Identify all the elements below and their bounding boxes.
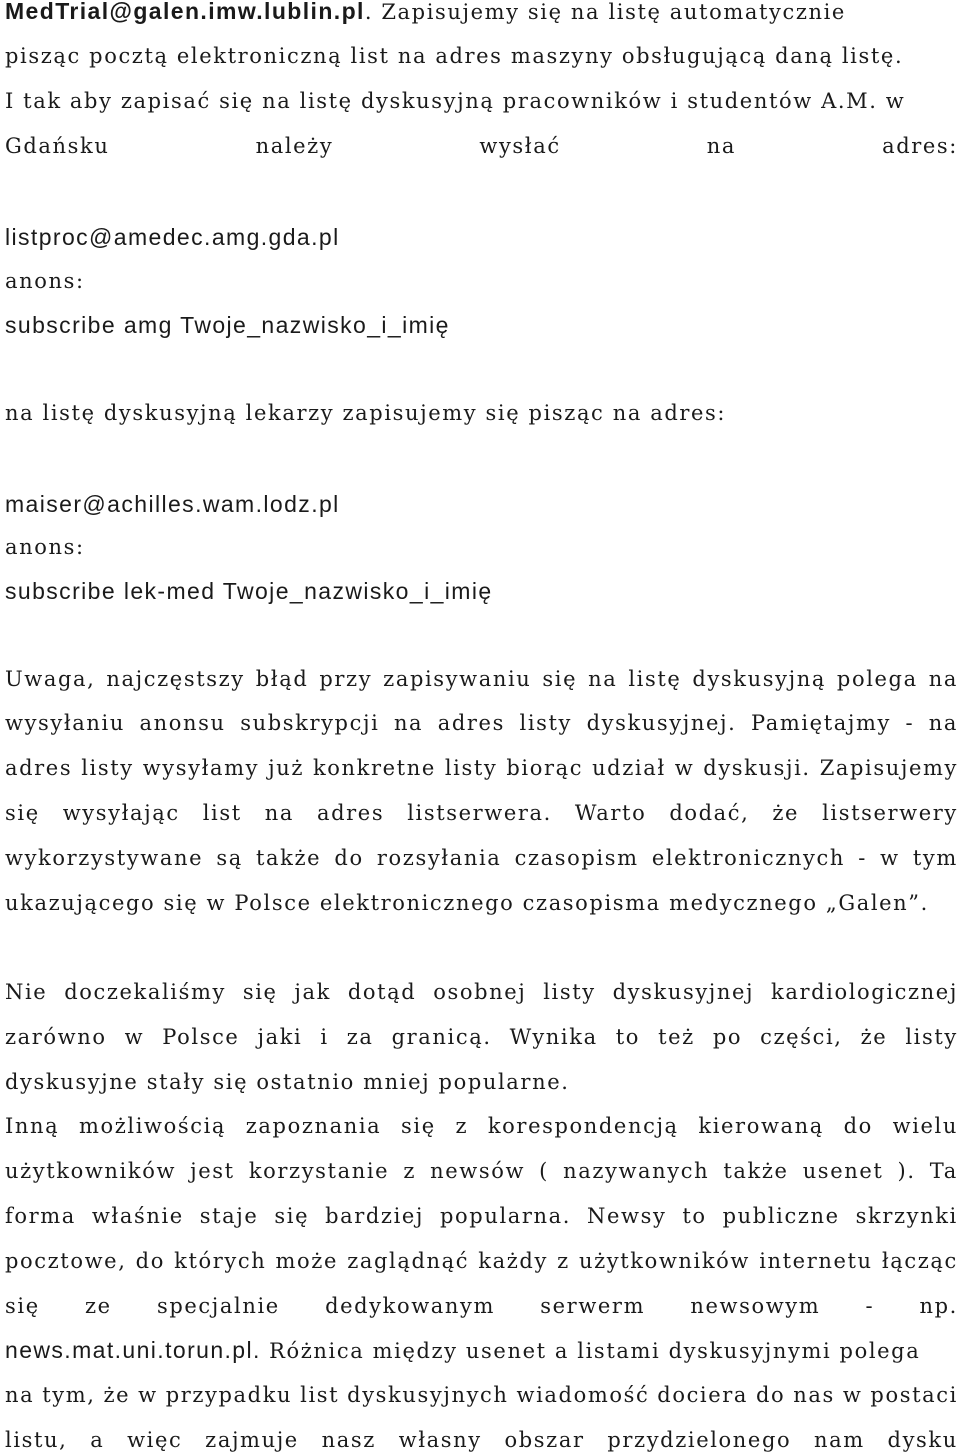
lek-address: maiser@achilles.wam.lodz.pl — [5, 491, 340, 517]
word: jak — [294, 980, 331, 1004]
word: do — [756, 1383, 786, 1407]
word: dysku — [887, 1428, 958, 1452]
word: wielu — [892, 1114, 958, 1138]
cardio-line-2 — [5, 1022, 958, 1052]
word: z — [403, 1159, 416, 1183]
word: wysłać — [479, 134, 561, 158]
word: dotąd — [347, 980, 417, 1004]
word: zapoznania — [245, 1114, 382, 1138]
news-line-2 — [5, 1156, 958, 1186]
word: adres — [437, 711, 505, 735]
word: kardiologicznej — [771, 980, 958, 1004]
word: adres: — [882, 134, 958, 158]
word: Pamiętajmy — [750, 711, 891, 735]
warning-line-3 — [5, 753, 958, 783]
word: Wynika — [509, 1025, 598, 1049]
word: się — [542, 667, 578, 691]
amg-address: listproc@amedec.amg.gda.pl — [5, 224, 340, 250]
word: że — [772, 801, 800, 825]
word: newsów — [430, 1159, 526, 1183]
news-server-address: news.mat.uni.torun.pl. — [5, 1337, 261, 1363]
word: dodać, — [669, 801, 750, 825]
word: w — [842, 1383, 863, 1407]
word: są — [216, 846, 243, 870]
word: na — [928, 711, 958, 735]
word: newsowym — [690, 1294, 821, 1318]
word: w — [674, 756, 695, 780]
word: po — [712, 1025, 743, 1049]
word: każdy — [478, 1249, 548, 1273]
word: części, — [760, 1025, 843, 1049]
word: subskrypcji — [240, 711, 380, 735]
news-line-6-text: Różnica między usenet a listami dyskusyjnymi polega — [269, 1339, 921, 1363]
warning-line-4 — [5, 798, 958, 828]
word: forma — [5, 1204, 76, 1228]
word: jaki — [257, 1025, 303, 1049]
word: postaci — [870, 1383, 958, 1407]
word: się — [401, 1114, 436, 1138]
word: Polsce — [162, 1025, 240, 1049]
word: wysyłając — [62, 801, 180, 825]
word: i — [320, 1025, 329, 1049]
word: na — [393, 711, 424, 735]
word: użytkowników — [5, 1159, 177, 1183]
word: listy — [905, 1025, 958, 1049]
word: na — [5, 1383, 35, 1407]
word: także — [256, 846, 322, 870]
word: nam — [814, 1428, 865, 1452]
news-line-8 — [5, 1425, 958, 1455]
word: list — [300, 1383, 340, 1407]
intro-line-4 — [5, 131, 958, 161]
word: ze — [85, 1294, 112, 1318]
intro-line-2: pisząc pocztą elektroniczną list na adres maszyny obsługującą daną listę. — [5, 44, 904, 68]
word: to — [682, 1204, 707, 1228]
word: Nie — [5, 980, 48, 1004]
word: publiczne — [722, 1204, 840, 1228]
word: Gdańsku — [5, 134, 110, 158]
word: zarówno — [5, 1025, 107, 1049]
word: też — [658, 1025, 695, 1049]
word: błąd — [255, 667, 309, 691]
word: właśnie — [91, 1204, 184, 1228]
word: np. — [919, 1294, 958, 1318]
word: - — [905, 711, 915, 735]
word: że — [103, 1383, 131, 1407]
word: listy — [519, 711, 573, 735]
word: w — [124, 1025, 145, 1049]
word: na — [706, 134, 737, 158]
word: listu, — [5, 1428, 68, 1452]
word: rozsyłania — [376, 846, 502, 870]
word: najczęstszy — [106, 667, 245, 691]
word: łącząc — [881, 1249, 958, 1273]
word: listy — [444, 756, 498, 780]
word: - — [858, 846, 867, 870]
word: Newsy — [587, 1204, 667, 1228]
news-line-4 — [5, 1246, 958, 1276]
warning-line-5 — [5, 843, 958, 873]
word: na — [264, 801, 295, 825]
lek-intro: na listę dyskusyjną lekarzy zapisujemy się pisząc na adres: — [5, 401, 727, 425]
intro-line-3: I tak aby zapisać się na listę dyskusyjną pracowników i studentów A.M. w — [5, 89, 906, 113]
word: ). — [897, 1159, 916, 1183]
word: tym — [912, 846, 958, 870]
word: list — [202, 801, 242, 825]
word: dyskusyjną — [692, 667, 826, 691]
word: dyskusyjnej — [612, 980, 755, 1004]
word: się — [5, 1294, 40, 1318]
word: listserwera. — [407, 801, 552, 825]
warning-line-2 — [5, 708, 958, 738]
word: listserwery — [822, 801, 958, 825]
word: na — [588, 667, 618, 691]
word: w — [138, 1383, 158, 1407]
word: internetu — [759, 1249, 873, 1273]
amg-anons-label: anons: — [5, 269, 85, 293]
word: listę — [628, 667, 682, 691]
word: a — [90, 1428, 105, 1452]
word: także — [723, 1159, 789, 1183]
news-line-1 — [5, 1111, 958, 1141]
word: że — [860, 1025, 888, 1049]
word: dociera — [657, 1383, 749, 1407]
word: w — [880, 846, 900, 870]
word: biorąc — [506, 756, 584, 780]
news-line-3 — [5, 1201, 958, 1231]
word: elektronicznych — [651, 846, 845, 870]
word: kierowaną — [698, 1114, 824, 1138]
word: z — [557, 1249, 570, 1273]
intro-line-1 — [5, 0, 958, 27]
word: za — [346, 1025, 374, 1049]
word: Uwaga, — [5, 667, 96, 691]
word: dyskusyjnych — [347, 1383, 509, 1407]
word: wysyłamy — [142, 756, 260, 780]
word: nas — [793, 1383, 835, 1407]
word: przypadku — [165, 1383, 293, 1407]
warning-line-6: ukazującego się w Polsce elektronicznego czasopisma medycznego „Galen”. — [5, 891, 929, 915]
intro-line-1-text: . Zapisujemy się na listę automatycznie — [364, 0, 846, 24]
word: anonsu — [139, 711, 226, 735]
word: do — [843, 1114, 873, 1138]
word: popularna. — [440, 1204, 572, 1228]
word: jest — [190, 1159, 235, 1183]
word: specjalnie — [156, 1294, 280, 1318]
word: tym, — [42, 1383, 96, 1407]
news-line-6-sep — [261, 1339, 269, 1363]
word: się — [242, 980, 278, 1004]
word: doczekaliśmy — [64, 980, 226, 1004]
word: Zapisujemy — [819, 756, 958, 780]
word: dyskusji. — [703, 756, 811, 780]
word: skrzynki — [855, 1204, 958, 1228]
word: więc — [127, 1428, 183, 1452]
word: Warto — [574, 801, 647, 825]
word: zaglądnąć — [347, 1249, 470, 1273]
news-line-5 — [5, 1291, 958, 1321]
word: korespondencją — [487, 1114, 679, 1138]
cardio-line-3: dyskusyjne stały się ostatnio mniej popularne. — [5, 1070, 570, 1094]
word: granicą. — [391, 1025, 492, 1049]
word: korzystanie — [248, 1159, 390, 1183]
word: konkretne — [312, 756, 436, 780]
word: staje — [199, 1204, 259, 1228]
word: zapisywaniu — [383, 667, 532, 691]
word: udział — [592, 756, 666, 780]
news-line-6 — [5, 1335, 958, 1366]
word: bardziej — [325, 1204, 425, 1228]
cardio-line-1 — [5, 977, 958, 1007]
word: użytkowników — [578, 1249, 750, 1273]
word: adres — [317, 801, 385, 825]
word: zajmuje — [205, 1428, 299, 1452]
word: wiadomość — [516, 1383, 650, 1407]
word: już — [268, 756, 304, 780]
word: przydzielonego — [607, 1428, 792, 1452]
word: należy — [255, 134, 334, 158]
lek-subscribe-command: subscribe lek-med Twoje_nazwisko_i_imię — [5, 578, 493, 604]
word: przy — [319, 667, 373, 691]
word: dyskusyjnej. — [586, 711, 737, 735]
warning-line-1 — [5, 664, 958, 694]
word: możliwością — [78, 1114, 227, 1138]
word: listy — [81, 756, 134, 780]
word: obszar — [504, 1428, 585, 1452]
word: polega — [836, 667, 918, 691]
word: nasz — [321, 1428, 376, 1452]
lek-anons-label: anons: — [5, 535, 85, 559]
word: osobnej — [433, 980, 527, 1004]
word: dedykowanym — [325, 1294, 496, 1318]
word: Ta — [929, 1159, 958, 1183]
word: usenet — [802, 1159, 884, 1183]
word: do — [135, 1249, 165, 1273]
word: - — [865, 1294, 875, 1318]
word: których — [174, 1249, 267, 1273]
word: nazywanych — [563, 1159, 710, 1183]
amg-subscribe-command: subscribe amg Twoje_nazwisko_i_imię — [5, 312, 450, 338]
word: to — [615, 1025, 641, 1049]
word: adres — [5, 756, 73, 780]
word: do — [334, 846, 364, 870]
word: czasopism — [514, 846, 639, 870]
word: listy — [543, 980, 596, 1004]
word: z — [455, 1114, 469, 1138]
word: na — [928, 667, 958, 691]
word: może — [275, 1249, 338, 1273]
word: się — [5, 801, 40, 825]
word: wykorzystywane — [5, 846, 204, 870]
word: pocztowe, — [5, 1249, 127, 1273]
news-line-7 — [5, 1380, 958, 1410]
word: się — [274, 1204, 310, 1228]
medtrial-address: MedTrial@galen.imw.lublin.pl — [5, 0, 365, 24]
word: wysyłaniu — [5, 711, 125, 735]
word: Inną — [5, 1114, 60, 1138]
word: własny — [398, 1428, 482, 1452]
word: serwerm — [540, 1294, 646, 1318]
word: ( — [539, 1159, 549, 1183]
